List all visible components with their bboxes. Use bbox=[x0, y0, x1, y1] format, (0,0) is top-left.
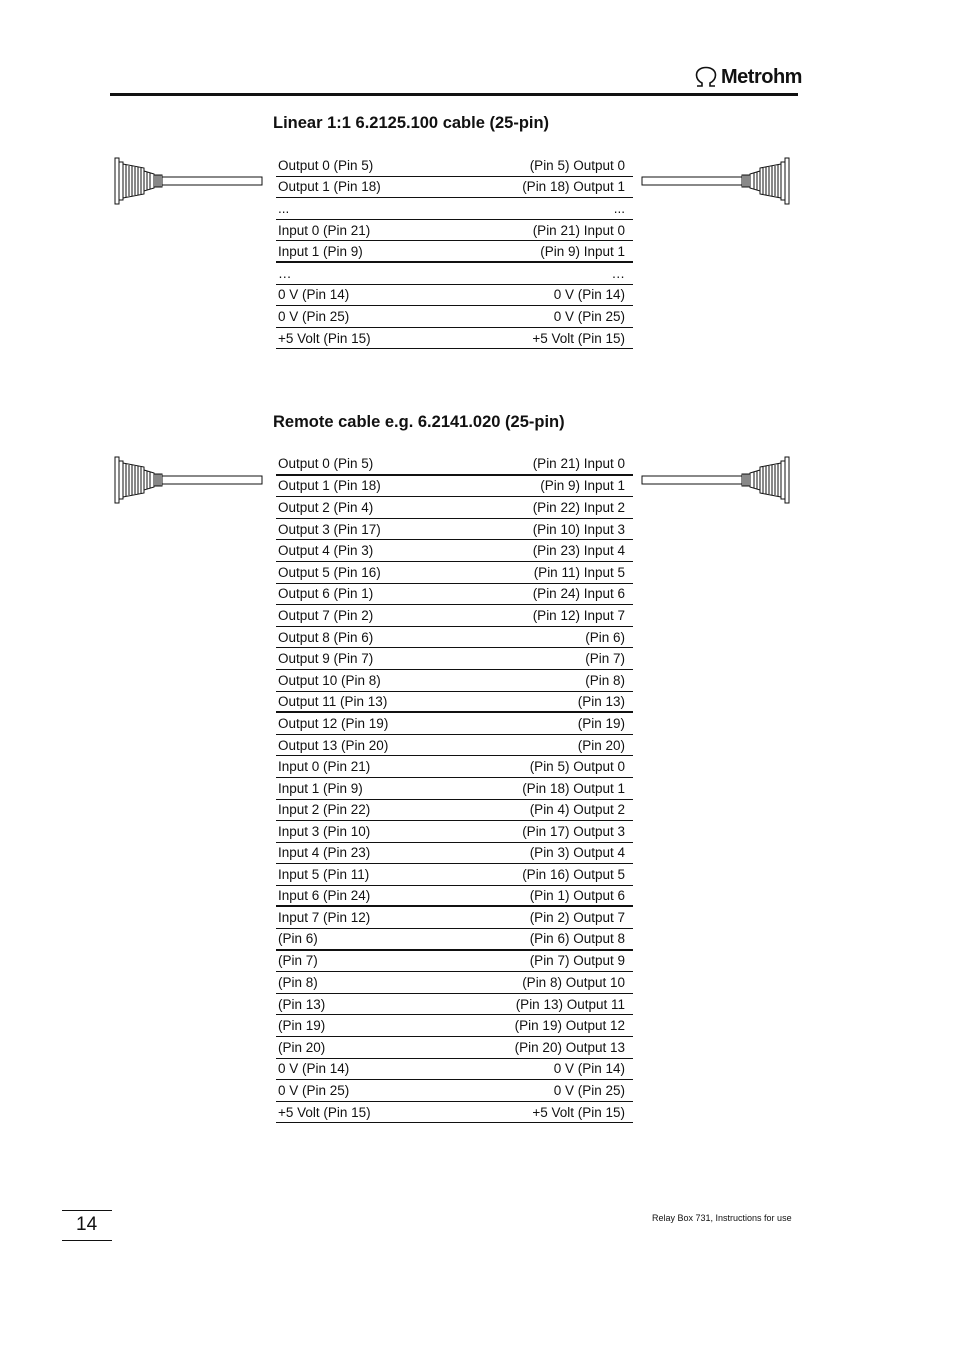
pin-left: Output 8 (Pin 6) bbox=[278, 629, 374, 645]
pin-right: (Pin 7) bbox=[585, 651, 625, 667]
table-row bbox=[276, 929, 633, 951]
pin-left: Input 0 (Pin 21) bbox=[278, 222, 371, 238]
pin-right: (Pin 8) Output 10 bbox=[522, 975, 625, 991]
table-row bbox=[276, 735, 633, 757]
table-row bbox=[276, 285, 633, 307]
pin-left: Input 1 (Pin 9) bbox=[278, 780, 363, 796]
table-row bbox=[276, 713, 633, 735]
pin-right: +5 Volt (Pin 15) bbox=[532, 330, 625, 346]
brand-name: Metrohm bbox=[721, 65, 802, 88]
table-row bbox=[276, 263, 633, 285]
cable-connector-right-icon bbox=[640, 156, 790, 206]
table-row bbox=[276, 540, 633, 562]
pin-right: (Pin 19) Output 12 bbox=[514, 1018, 625, 1034]
pin-left: Output 9 (Pin 7) bbox=[278, 651, 374, 667]
pin-right: … bbox=[611, 265, 625, 281]
pin-left: Output 4 (Pin 3) bbox=[278, 543, 374, 559]
pin-left: Output 5 (Pin 16) bbox=[278, 564, 381, 580]
pin-right: (Pin 17) Output 3 bbox=[522, 823, 625, 839]
pin-left: Output 3 (Pin 17) bbox=[278, 521, 381, 537]
table-row bbox=[276, 519, 633, 541]
pin-left: Input 2 (Pin 22) bbox=[278, 802, 371, 818]
pin-left: Input 5 (Pin 11) bbox=[278, 867, 370, 883]
pin-left: Output 10 (Pin 8) bbox=[278, 672, 381, 688]
table-row bbox=[276, 972, 633, 994]
pin-right: (Pin 21) Input 0 bbox=[532, 456, 625, 472]
footer-rule-top bbox=[62, 1210, 112, 1211]
pin-left: Output 0 (Pin 5) bbox=[278, 157, 374, 173]
pin-right: (Pin 9) Input 1 bbox=[540, 243, 625, 259]
pin-left: 0 V (Pin 14) bbox=[278, 287, 350, 303]
table-row bbox=[276, 843, 633, 865]
table-row bbox=[276, 476, 633, 498]
pin-right: (Pin 3) Output 4 bbox=[529, 845, 625, 861]
pin-right: 0 V (Pin 14) bbox=[553, 287, 625, 303]
pin-left: Output 2 (Pin 4) bbox=[278, 499, 374, 515]
table-row bbox=[276, 886, 633, 908]
pin-right: (Pin 4) Output 2 bbox=[529, 802, 625, 818]
pin-left: Output 1 (Pin 18) bbox=[278, 478, 381, 494]
pin-left: (Pin 19) bbox=[278, 1018, 326, 1034]
table-row bbox=[276, 670, 633, 692]
pin-left: Input 7 (Pin 12) bbox=[278, 910, 371, 926]
pin-right: (Pin 16) Output 5 bbox=[522, 867, 625, 883]
pin-left: Output 7 (Pin 2) bbox=[278, 607, 374, 623]
pin-left: Output 11 (Pin 13) bbox=[278, 693, 388, 709]
section-title-remote-cable: Remote cable e.g. 6.2141.020 (25-pin) bbox=[273, 413, 565, 431]
pin-right: +5 Volt (Pin 15) bbox=[532, 1104, 625, 1120]
pin-right: (Pin 19) bbox=[577, 715, 625, 731]
table-row bbox=[276, 1015, 633, 1037]
table-row bbox=[276, 1102, 633, 1124]
linear-cable-pin-table bbox=[276, 155, 633, 349]
pin-left: 0 V (Pin 25) bbox=[278, 1083, 350, 1099]
table-row bbox=[276, 821, 633, 843]
table-row bbox=[276, 800, 633, 822]
pin-right: (Pin 18) Output 1 bbox=[522, 780, 625, 796]
pin-left: Output 6 (Pin 1) bbox=[278, 586, 374, 602]
pin-left: (Pin 7) bbox=[278, 953, 318, 969]
pin-right: (Pin 24) Input 6 bbox=[532, 586, 625, 602]
table-row bbox=[276, 692, 633, 714]
pin-right: 0 V (Pin 25) bbox=[553, 1083, 625, 1099]
table-row bbox=[276, 1080, 633, 1102]
pin-left: 0 V (Pin 14) bbox=[278, 1061, 350, 1077]
pin-right: (Pin 12) Input 7 bbox=[532, 607, 625, 623]
page-number: 14 bbox=[76, 1214, 98, 1235]
pin-left: +5 Volt (Pin 15) bbox=[278, 1104, 371, 1120]
pin-left: Output 13 (Pin 20) bbox=[278, 737, 389, 753]
pin-left: ... bbox=[278, 200, 290, 216]
table-row bbox=[276, 994, 633, 1016]
pin-left: Input 0 (Pin 21) bbox=[278, 759, 371, 775]
table-row bbox=[276, 454, 633, 476]
table-row bbox=[276, 627, 633, 649]
pin-right: (Pin 23) Input 4 bbox=[532, 543, 625, 559]
section-title-linear-cable: Linear 1:1 6.2125.100 cable (25-pin) bbox=[273, 114, 550, 132]
table-row bbox=[276, 584, 633, 606]
pin-left: (Pin 6) bbox=[278, 931, 318, 947]
table-row bbox=[276, 562, 633, 584]
pin-left: Output 1 (Pin 18) bbox=[278, 179, 381, 195]
cable-connector-left-icon bbox=[114, 455, 264, 505]
pin-right: (Pin 5) Output 0 bbox=[529, 157, 625, 173]
cable-connector-right-icon bbox=[640, 455, 790, 505]
pin-left: +5 Volt (Pin 15) bbox=[278, 330, 371, 346]
pin-right: (Pin 6) bbox=[585, 629, 625, 645]
pin-right: (Pin 10) Input 3 bbox=[532, 521, 625, 537]
pin-right: (Pin 18) Output 1 bbox=[522, 179, 625, 195]
pin-right: (Pin 5) Output 0 bbox=[529, 759, 625, 775]
table-row bbox=[276, 756, 633, 778]
table-row bbox=[276, 951, 633, 973]
table-row bbox=[276, 177, 633, 199]
table-row bbox=[276, 1059, 633, 1081]
metrohm-logo bbox=[694, 64, 802, 90]
pin-left: Input 3 (Pin 10) bbox=[278, 823, 371, 839]
omega-icon bbox=[694, 66, 718, 88]
pin-right: (Pin 20) Output 13 bbox=[514, 1039, 625, 1055]
table-row bbox=[276, 648, 633, 670]
table-row bbox=[276, 241, 633, 263]
pin-right: 0 V (Pin 14) bbox=[553, 1061, 625, 1077]
table-row bbox=[276, 306, 633, 328]
table-row bbox=[276, 220, 633, 242]
pin-left: (Pin 13) bbox=[278, 996, 326, 1012]
pin-left: Input 1 (Pin 9) bbox=[278, 243, 363, 259]
table-row bbox=[276, 198, 633, 220]
pin-left: … bbox=[278, 265, 292, 281]
table-row bbox=[276, 864, 633, 886]
pin-right: (Pin 13) bbox=[577, 693, 625, 709]
pin-right: (Pin 8) bbox=[585, 672, 625, 688]
table-row bbox=[276, 907, 633, 929]
cable-connector-left-icon bbox=[114, 156, 264, 206]
pin-left: 0 V (Pin 25) bbox=[278, 308, 350, 324]
pin-right: (Pin 13) Output 11 bbox=[515, 996, 625, 1012]
footer-rule-bottom bbox=[62, 1240, 112, 1241]
pin-left: Output 12 (Pin 19) bbox=[278, 715, 389, 731]
pin-right: ... bbox=[613, 200, 625, 216]
table-row bbox=[276, 605, 633, 627]
table-row bbox=[276, 778, 633, 800]
table-row bbox=[276, 1037, 633, 1059]
pin-left: (Pin 8) bbox=[278, 975, 318, 991]
pin-right: (Pin 9) Input 1 bbox=[540, 478, 625, 494]
pin-right: (Pin 1) Output 6 bbox=[529, 888, 625, 904]
pin-right: (Pin 6) Output 8 bbox=[529, 931, 625, 947]
header-rule bbox=[110, 93, 798, 96]
pin-right: (Pin 7) Output 9 bbox=[529, 953, 625, 969]
pin-left: Output 0 (Pin 5) bbox=[278, 456, 374, 472]
pin-right: (Pin 22) Input 2 bbox=[532, 499, 625, 515]
pin-right: (Pin 21) Input 0 bbox=[532, 222, 625, 238]
table-row bbox=[276, 497, 633, 519]
pin-left: Input 4 (Pin 23) bbox=[278, 845, 371, 861]
pin-right: (Pin 11) Input 5 bbox=[533, 564, 625, 580]
remote-cable-pin-table bbox=[276, 454, 633, 1123]
table-row bbox=[276, 328, 633, 350]
pin-left: Input 6 (Pin 24) bbox=[278, 888, 371, 904]
pin-right: 0 V (Pin 25) bbox=[553, 308, 625, 324]
pin-right: (Pin 2) Output 7 bbox=[529, 910, 625, 926]
pin-left: (Pin 20) bbox=[278, 1039, 326, 1055]
table-row bbox=[276, 155, 633, 177]
pin-right: (Pin 20) bbox=[577, 737, 625, 753]
document-title: Relay Box 731, Instructions for use bbox=[652, 1213, 792, 1223]
